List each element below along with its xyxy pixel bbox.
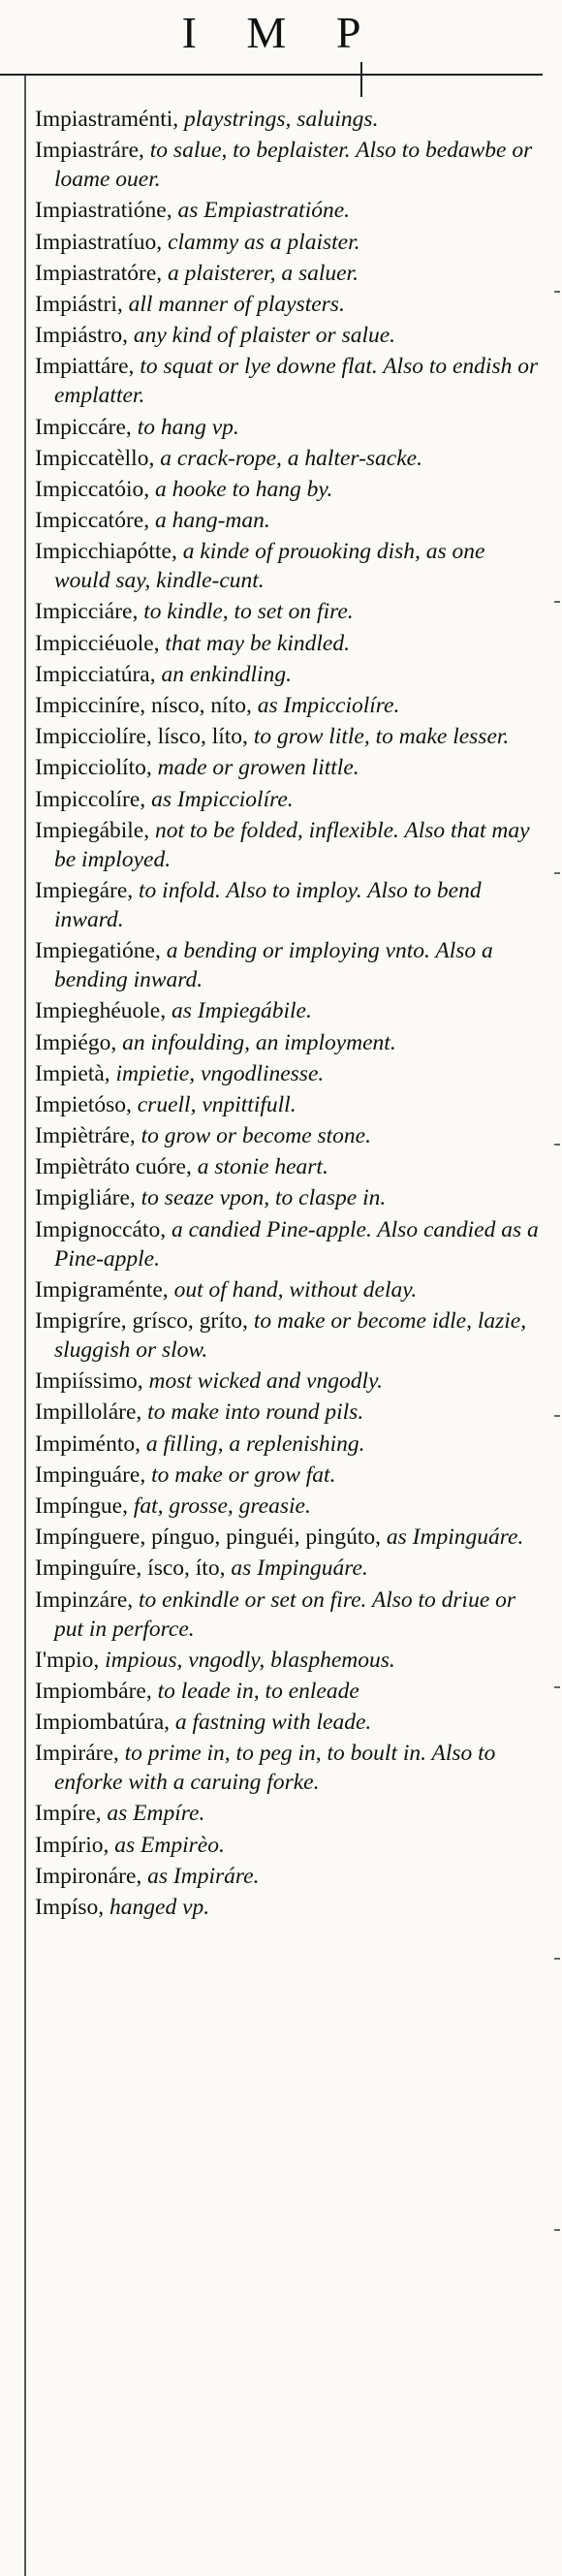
dictionary-entry <box>35 506 543 535</box>
entry-headword: Impiastratíuo, <box>35 229 163 255</box>
entry-headword: Impicciéuole, <box>35 630 160 656</box>
entry-definition: to infold. Also to imploy. Also to bend inward. <box>54 877 482 932</box>
entry-headword: Impíso, <box>35 1895 105 1920</box>
dictionary-entry <box>35 1677 543 1706</box>
edge-mark <box>554 291 560 293</box>
entry-definition: to prime in, to peg in, to boult in. Also to enforke with a caruing forke. <box>54 1741 496 1796</box>
dictionary-entry <box>35 1646 543 1675</box>
dictionary-entry <box>35 105 543 134</box>
dictionary-entry <box>35 228 543 257</box>
dictionary-entry <box>35 1461 543 1490</box>
dictionary-entry <box>35 1090 543 1119</box>
entry-headword: Impignoccáto, <box>35 1216 167 1242</box>
entry-headword: Impietà, <box>35 1060 110 1086</box>
entry-headword: Impironáre, <box>35 1863 142 1889</box>
entry-definition: to salue, to beplaister. Also to bedawbe or loame ouer. <box>54 138 533 193</box>
entry-definition: to grow litle, to make lesser. <box>247 724 510 750</box>
entry-definition: to leade in, to enleade <box>151 1678 359 1704</box>
entry-definition: to hang vp. <box>131 414 239 440</box>
dictionary-entry <box>35 290 543 319</box>
edge-mark <box>554 601 560 603</box>
entry-headword: Impinguíre, ísco, íto, <box>35 1555 226 1582</box>
entry-headword: Impinzáre, <box>35 1586 134 1613</box>
dictionary-entry <box>35 753 543 782</box>
entry-definition: as Impinguáre. <box>381 1524 524 1551</box>
dictionary-entry <box>35 1739 543 1797</box>
entry-headword: I'mpio, <box>35 1647 100 1673</box>
entry-headword: Impiccatóio, <box>35 476 150 502</box>
entry-definition: a fastning with leade. <box>170 1710 372 1736</box>
entry-definition: as Impiegábile. <box>166 998 312 1024</box>
entry-headword: Impírio, <box>35 1832 109 1858</box>
entry-definition: a kinde of prouoking dish, as one would say, kindle-cunt. <box>54 539 485 594</box>
dictionary-entry <box>35 1306 543 1365</box>
dictionary-entry <box>35 136 543 194</box>
entry-definition: that may be kindled. <box>159 630 350 656</box>
entry-headword: Impicciolíto, <box>35 755 152 781</box>
entry-definition: as Impicciolíre. <box>145 786 294 812</box>
entry-headword: Impiástro, <box>35 323 128 349</box>
entry-headword: Impicciníre, nísco, níto, <box>35 693 252 718</box>
dictionary-entry <box>35 691 543 720</box>
entry-headword: Impiccatèllo, <box>35 445 155 471</box>
entry-definition: a filling, a replenishing. <box>140 1430 365 1457</box>
entry-definition: a hang-man. <box>149 508 270 534</box>
entry-definition: as Impinguáre. <box>225 1555 368 1582</box>
header-rule <box>0 74 543 76</box>
entry-headword: Impiombáre, <box>35 1678 152 1704</box>
dictionary-entry <box>35 1367 543 1396</box>
entry-headword: Impiegábile, <box>35 817 150 843</box>
entry-definition: a bending or imploying vnto. Also a bending inward. <box>54 938 493 993</box>
entry-headword: Impicciáre, <box>35 599 139 625</box>
dictionary-entry <box>35 444 543 473</box>
entry-definition: any kind of plaister or salue. <box>127 323 396 349</box>
entry-definition: as Empirèo. <box>109 1832 225 1858</box>
entry-definition: to grow or become stone. <box>135 1123 371 1149</box>
entry-headword: Impilloláre, <box>35 1399 142 1426</box>
dictionary-entry <box>35 1398 543 1427</box>
entry-headword: Impiráre, <box>35 1741 119 1767</box>
entry-headword: Impieghéuole, <box>35 998 167 1024</box>
entry-headword: Impiastráre, <box>35 138 144 164</box>
dictionary-entry <box>35 996 543 1025</box>
dictionary-entry <box>35 816 543 874</box>
entry-definition: playstrings, saluings. <box>178 107 379 132</box>
entry-definition: as Impicciolíre. <box>251 693 400 718</box>
entry-headword: Impíngue, <box>35 1492 128 1519</box>
entry-definition: to kindle, to set on fire. <box>138 599 354 625</box>
dictionary-entry <box>35 660 543 689</box>
entry-definition: a stonie heart. <box>191 1154 328 1180</box>
dictionary-entry <box>35 1523 543 1552</box>
entry-headword: Impiménto, <box>35 1430 140 1457</box>
entry-definition: most wicked and vngodly. <box>142 1368 383 1395</box>
page-edge-marks <box>554 0 562 2576</box>
dictionary-entry <box>35 1799 543 1828</box>
column-rule <box>24 76 26 2576</box>
dictionary-entry <box>35 259 543 288</box>
entry-definition: as Impiráre. <box>141 1863 260 1889</box>
entry-definition: clammy as a plaister. <box>162 229 360 255</box>
dictionary-entry <box>35 1893 543 1922</box>
dictionary-entries <box>35 105 543 1924</box>
dictionary-entry <box>35 321 543 350</box>
entry-headword: Impiastraménti, <box>35 107 179 132</box>
entry-definition: fat, grosse, greasie. <box>127 1492 311 1519</box>
entry-headword: Impínguere, pínguo, pinguéi, pingúto, <box>35 1524 382 1551</box>
entry-definition: impietie, vngodlinesse. <box>109 1060 325 1086</box>
entry-headword: Impicciolíre, lísco, líto, <box>35 724 248 750</box>
dictionary-entry <box>35 1862 543 1891</box>
entry-definition: not to be folded, inflexible. Also that may be imployed. <box>54 817 530 872</box>
entry-definition: to seaze vpon, to claspe in. <box>135 1185 387 1211</box>
edge-mark <box>554 872 560 874</box>
header-tick-mark <box>360 62 362 97</box>
dictionary-entry <box>35 936 543 994</box>
entry-headword: Impiètráre, <box>35 1123 136 1149</box>
dictionary-entry <box>35 876 543 934</box>
dictionary-entry <box>35 1028 543 1057</box>
entry-definition: all manner of playsters. <box>122 291 345 317</box>
entry-headword: Impiíssimo, <box>35 1368 143 1395</box>
entry-definition: to make or grow fat. <box>145 1461 336 1488</box>
entry-headword: Impiccolíre, <box>35 786 146 812</box>
page-header <box>0 0 562 78</box>
entry-headword: Impiombatúra, <box>35 1710 171 1736</box>
entry-definition: to make into round pils. <box>141 1399 364 1426</box>
dictionary-entry <box>35 352 543 410</box>
entry-headword: Impigraménte, <box>35 1276 169 1303</box>
dictionary-entry <box>35 1831 543 1860</box>
dictionary-entry <box>35 413 543 442</box>
entry-definition: out of hand, without delay. <box>168 1276 418 1303</box>
dictionary-entry <box>35 1554 543 1583</box>
dictionary-entry <box>35 196 543 225</box>
dictionary-entry <box>35 1152 543 1181</box>
entry-definition: impious, vngodly, blasphemous. <box>99 1647 395 1673</box>
edge-mark <box>554 1144 560 1146</box>
entry-definition: an enkindling. <box>155 661 292 687</box>
edge-mark <box>554 1415 560 1417</box>
entry-headword: Impicciatúra, <box>35 661 156 687</box>
dictionary-entry <box>35 1492 543 1521</box>
entry-headword: Impíre, <box>35 1801 102 1827</box>
entry-headword: Impiegatióne, <box>35 938 161 964</box>
entry-definition: made or growen little. <box>151 755 359 781</box>
dictionary-entry <box>35 722 543 751</box>
dictionary-entry <box>35 1275 543 1304</box>
entry-headword: Impiastratióne, <box>35 198 172 224</box>
dictionary-entry <box>35 1429 543 1459</box>
edge-mark <box>554 2229 560 2231</box>
dictionary-entry <box>35 537 543 595</box>
entry-headword: Impiegáre, <box>35 877 134 903</box>
running-head: I M P <box>181 8 381 57</box>
entry-definition: hanged vp. <box>104 1895 210 1920</box>
entry-definition: as Empíre. <box>101 1801 205 1827</box>
entry-headword: Impiccáre, <box>35 414 132 440</box>
entry-headword: Impietóso, <box>35 1091 132 1117</box>
entry-definition: as Empiastratióne. <box>172 198 351 224</box>
entry-definition: a crack-rope, a halter-sacke. <box>154 445 422 471</box>
dictionary-entry <box>35 629 543 658</box>
entry-headword: Impigliáre, <box>35 1185 136 1211</box>
dictionary-entry <box>35 1586 543 1644</box>
entry-definition: to make or become idle, lazie, sluggish or slow. <box>54 1308 527 1363</box>
entry-headword: Impiètráto cuóre, <box>35 1154 192 1180</box>
dictionary-entry <box>35 1121 543 1150</box>
entry-headword: Impigríre, grísco, gríto, <box>35 1308 248 1334</box>
dictionary-entry <box>35 1215 543 1273</box>
dictionary-entry <box>35 785 543 814</box>
entry-headword: Impicchiapótte, <box>35 539 177 565</box>
entry-headword: Impiástri, <box>35 291 123 317</box>
dictionary-entry <box>35 1183 543 1212</box>
edge-mark <box>554 1686 560 1688</box>
entry-definition: a candied Pine-apple. Also candied as a Pine-apple. <box>54 1216 539 1272</box>
entry-headword: Impiccatóre, <box>35 508 150 534</box>
entry-headword: Impiastratóre, <box>35 260 163 286</box>
entry-definition: an infoulding, an imployment. <box>116 1029 396 1055</box>
entry-headword: Impinguáre, <box>35 1461 146 1488</box>
entry-headword: Impiattáre, <box>35 354 135 380</box>
dictionary-entry <box>35 475 543 504</box>
entry-definition: to enkindle or set on fire. Also to driue or put in perforce. <box>54 1586 516 1642</box>
dictionary-entry <box>35 597 543 626</box>
entry-definition: to squat or lye downe flat. Also to endish or emplatter. <box>54 354 539 409</box>
edge-mark <box>554 1958 560 1960</box>
dictionary-entry <box>35 1708 543 1737</box>
entry-definition: a hooke to hang by. <box>149 476 333 502</box>
entry-headword: Impiégo, <box>35 1029 117 1055</box>
entry-definition: cruell, vnpittifull. <box>131 1091 297 1117</box>
entry-definition: a plaisterer, a saluer. <box>162 260 359 286</box>
dictionary-entry <box>35 1059 543 1088</box>
